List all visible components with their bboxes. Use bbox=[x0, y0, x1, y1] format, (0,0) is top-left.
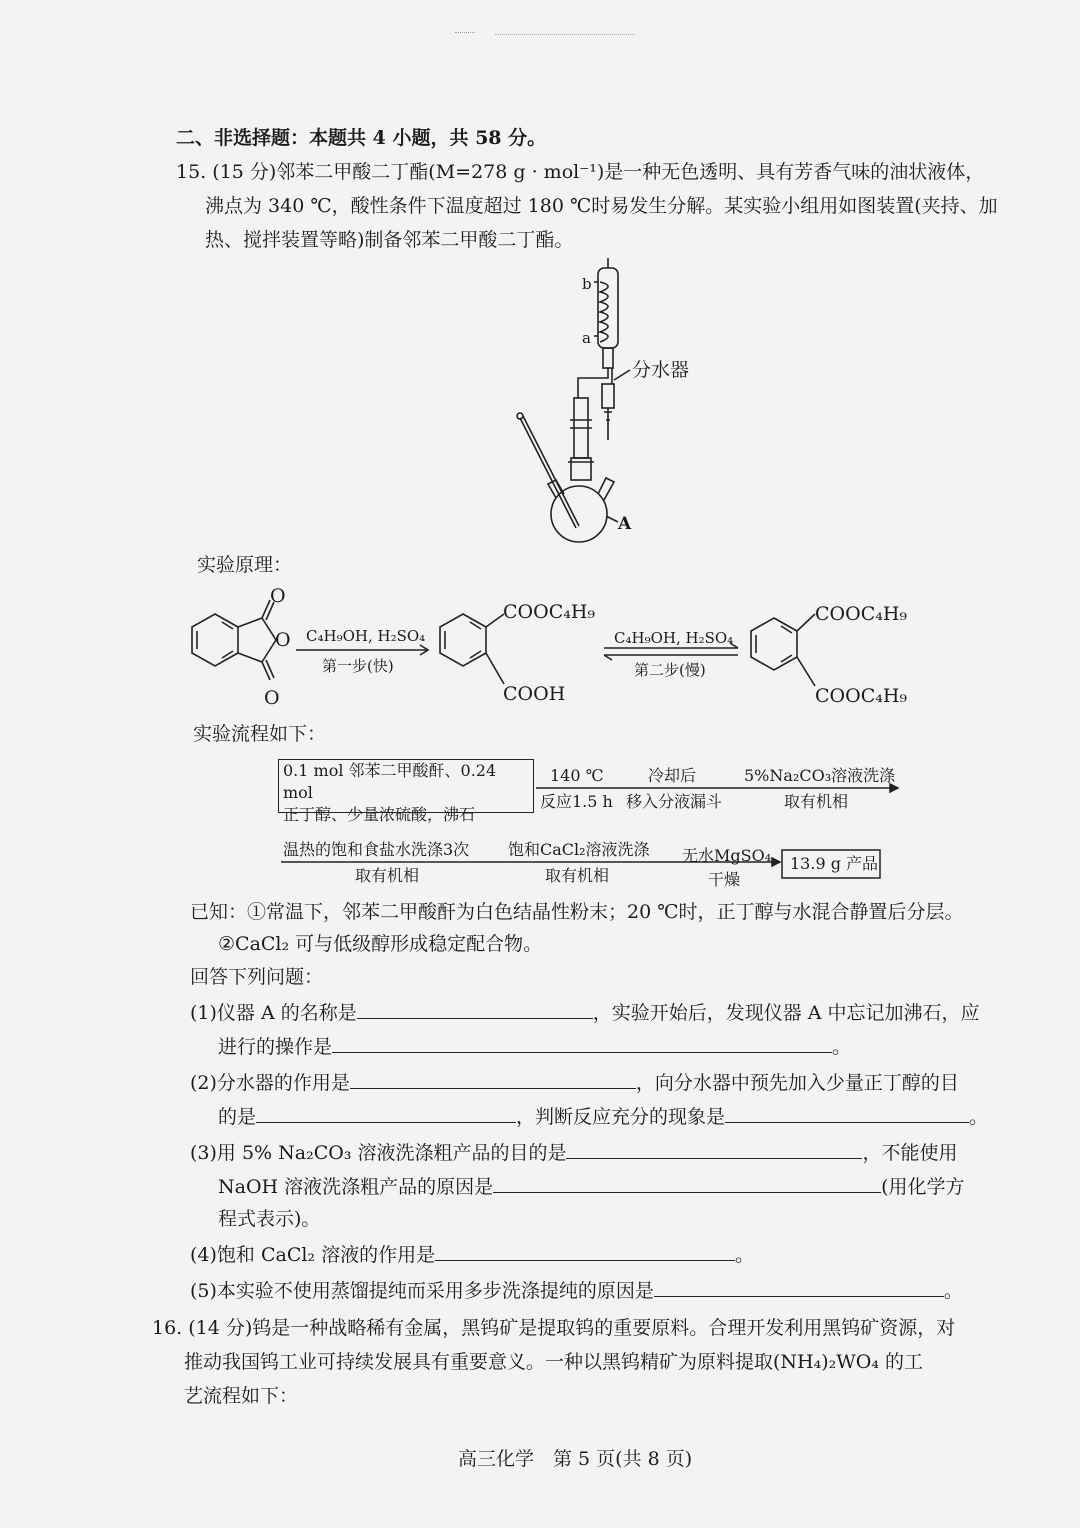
q1-line2: 进行的操作是 。 bbox=[218, 1036, 852, 1058]
answer-prompt: 回答下列问题： bbox=[190, 966, 324, 988]
answer-blank[interactable] bbox=[566, 1140, 862, 1159]
prod-top-ester: COOC₄H₉ bbox=[815, 603, 908, 625]
arrow1-bottom: 反应1.5 h bbox=[540, 792, 613, 811]
arrow2-bottom: 移入分液漏斗 bbox=[626, 792, 723, 811]
page-footer: 高三化学 第 5 页(共 8 页) bbox=[458, 1448, 693, 1470]
arrow5-bottom: 取有机相 bbox=[545, 866, 610, 885]
answer-blank[interactable] bbox=[332, 1034, 832, 1053]
q2-line2: 的是 ，判断反应充分的现象是 。 bbox=[218, 1106, 989, 1128]
q3-line1: (3)用 5% Na₂CO₃ 溶液洗涤粗产品的目的是 ，不能使用 bbox=[190, 1142, 958, 1164]
anhydride-o-top: O bbox=[270, 585, 286, 607]
answer-blank[interactable] bbox=[493, 1174, 881, 1193]
answer-blank[interactable] bbox=[357, 1000, 593, 1019]
arrow3-top: 5%Na₂CO₃溶液洗涤 bbox=[744, 766, 896, 785]
arrow1-top: 140 ℃ bbox=[550, 766, 604, 785]
anhydride-o-bottom: O bbox=[264, 687, 280, 709]
q3-line2: NaOH 溶液洗涤粗产品的原因是 (用化学方 bbox=[218, 1176, 965, 1198]
arrow4-bottom: 取有机相 bbox=[355, 866, 420, 885]
known-2: ②CaCl₂ 可与低级醇形成稳定配合物。 bbox=[218, 933, 543, 955]
arrow5-top: 饱和CaCl₂溶液洗涤 bbox=[508, 840, 650, 859]
label-separator: 分水器 bbox=[632, 359, 690, 381]
q15-line2: 沸点为 340 ℃，酸性条件下温度超过 180 ℃时易发生分解。某实验小组用如图装置(夹持、加 bbox=[205, 195, 998, 217]
step2-label: 第二步(慢) bbox=[634, 661, 706, 679]
answer-blank[interactable] bbox=[256, 1104, 516, 1123]
anhydride-o-ring: O bbox=[275, 629, 291, 651]
label-b: b bbox=[582, 275, 592, 293]
q15-line1: 15. (15 分)邻苯二甲酸二丁酯(M=278 g · mol⁻¹)是一种无色透明、具有芳香气味的油状液体， bbox=[176, 161, 985, 183]
arrow6-top: 无水MgSO₄ bbox=[682, 846, 772, 865]
arrow4-top: 温热的饱和食盐水洗涤3次 bbox=[283, 840, 470, 859]
step2-reagent: C₄H₉OH, H₂SO₄ bbox=[614, 629, 734, 647]
box1-line1: 0.1 mol 邻苯二甲酸酐、0.24 mol bbox=[283, 761, 497, 802]
step1-label: 第一步(快) bbox=[322, 657, 394, 675]
arrow2-top: 冷却后 bbox=[648, 766, 697, 785]
q4-line1: (4)饱和 CaCl₂ 溶液的作用是 。 bbox=[190, 1244, 755, 1266]
q5-line1: (5)本实验不使用蒸馏提纯而采用多步洗涤提纯的原因是 。 bbox=[190, 1280, 963, 1302]
mid-cooh: COOH bbox=[503, 683, 566, 705]
product-box: 13.9 g 产品 bbox=[790, 854, 879, 873]
prod-bottom-ester: COOC₄H₉ bbox=[815, 685, 908, 707]
q15-line3: 热、搅拌装置等略)制备邻苯二甲酸二丁酯。 bbox=[205, 229, 574, 251]
answer-blank[interactable] bbox=[350, 1070, 636, 1089]
q16-line1: 16. (14 分)钨是一种战略稀有金属，黑钨矿是提取钨的重要原料。合理开发利用黑钨矿资源，对 bbox=[152, 1317, 956, 1339]
section-header: 二、非选择题：本题共 4 小题，共 58 分。 bbox=[176, 127, 547, 149]
q2-line1: (2)分水器的作用是 ，向分水器中预先加入少量正丁醇的目 bbox=[190, 1072, 959, 1094]
label-flask-A: A bbox=[618, 514, 632, 534]
answer-blank[interactable] bbox=[725, 1104, 969, 1123]
arrow6-bottom: 干燥 bbox=[708, 870, 741, 889]
arrow3-bottom: 取有机相 bbox=[784, 792, 849, 811]
answer-blank[interactable] bbox=[435, 1242, 735, 1261]
label-a: a bbox=[582, 329, 591, 347]
q3-line3: 程式表示)。 bbox=[218, 1208, 321, 1230]
q16-line3: 艺流程如下： bbox=[184, 1385, 299, 1407]
answer-blank[interactable] bbox=[654, 1278, 944, 1297]
known-1: 已知：①常温下，邻苯二甲酸酐为白色结晶性粉末；20 ℃时，正丁醇与水混合静置后分层。 bbox=[190, 901, 964, 923]
flow-heading: 实验流程如下： bbox=[193, 723, 327, 745]
box1-line2: 正丁醇、少量浓硫酸，沸石 bbox=[283, 805, 476, 824]
q1-line1: (1)仪器 A 的名称是 ，实验开始后，发现仪器 A 中忘记加沸石，应 bbox=[190, 1002, 980, 1024]
q16-line2: 推动我国钨工业可持续发展具有重要意义。一种以黑钨精矿为原料提取(NH₄)₂WO₄ 的工 bbox=[184, 1351, 924, 1373]
principle-heading: 实验原理： bbox=[197, 554, 293, 576]
mid-cooc4h9: COOC₄H₉ bbox=[503, 601, 596, 623]
step1-reagent: C₄H₉OH, H₂SO₄ bbox=[306, 627, 426, 645]
